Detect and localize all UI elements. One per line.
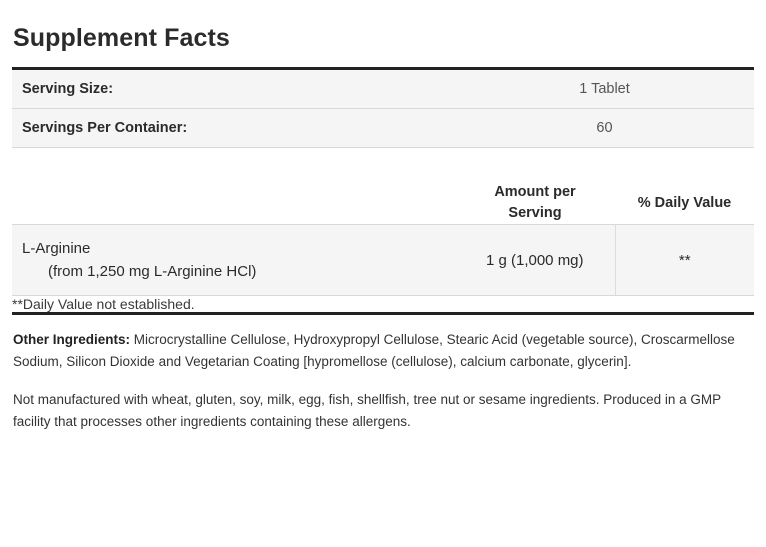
amount-header-line1: Amount per	[494, 184, 576, 200]
table-spacer	[12, 148, 754, 183]
supplement-facts-table	[12, 67, 754, 315]
serving-size-value: 1 Tablet	[455, 69, 754, 109]
page-title: Supplement Facts	[13, 24, 230, 52]
other-ingredients-paragraph	[13, 329, 755, 373]
table-row	[12, 109, 754, 148]
column-header-daily-value: % Daily Value	[637, 194, 732, 211]
spacer-cell-right	[615, 148, 754, 183]
spacer-cell-mid	[455, 148, 615, 183]
other-ingredients-text: Microcrystalline Cellulose, Hydroxypropyl Cellulose, Stearic Acid (vegetable source), Croscarmellose Sodium, Silicon Dioxide and Vegetarian Coating [hypromellose (cellulose), calcium carbonate, glycerin].	[13, 332, 735, 369]
column-header-amount-per-serving	[455, 182, 615, 225]
spacer-cell-left	[12, 148, 455, 183]
nutrient-name-main: L-Arginine	[22, 239, 91, 257]
servings-per-container-label: Servings Per Container:	[12, 109, 455, 148]
servings-per-container-value: 60	[455, 109, 754, 148]
other-ingredients-label: Other Ingredients:	[13, 332, 131, 348]
table-row	[12, 69, 754, 109]
nutrient-daily-value: **	[615, 225, 754, 296]
table-footnote-row	[12, 296, 754, 314]
table-row	[12, 225, 754, 296]
daily-value-footnote: **Daily Value not established.	[12, 296, 754, 314]
amount-header-line2: Serving	[508, 205, 562, 222]
allergen-statement: Not manufactured with wheat, gluten, soy, milk, egg, fish, shellfish, tree nut or sesame ingredients. Produced in a GMP facility that processes other ingredients containing these allergens.	[13, 391, 721, 429]
nutrient-name	[12, 225, 455, 296]
table-header-row	[12, 182, 754, 225]
serving-size-label: Serving Size:	[12, 69, 455, 109]
nutrient-amount: 1 g (1,000 mg)	[455, 225, 615, 296]
nutrient-name-source: (from 1,250 mg L-Arginine HCl)	[48, 263, 257, 281]
notes-section	[12, 329, 755, 432]
column-header-blank	[12, 182, 455, 225]
